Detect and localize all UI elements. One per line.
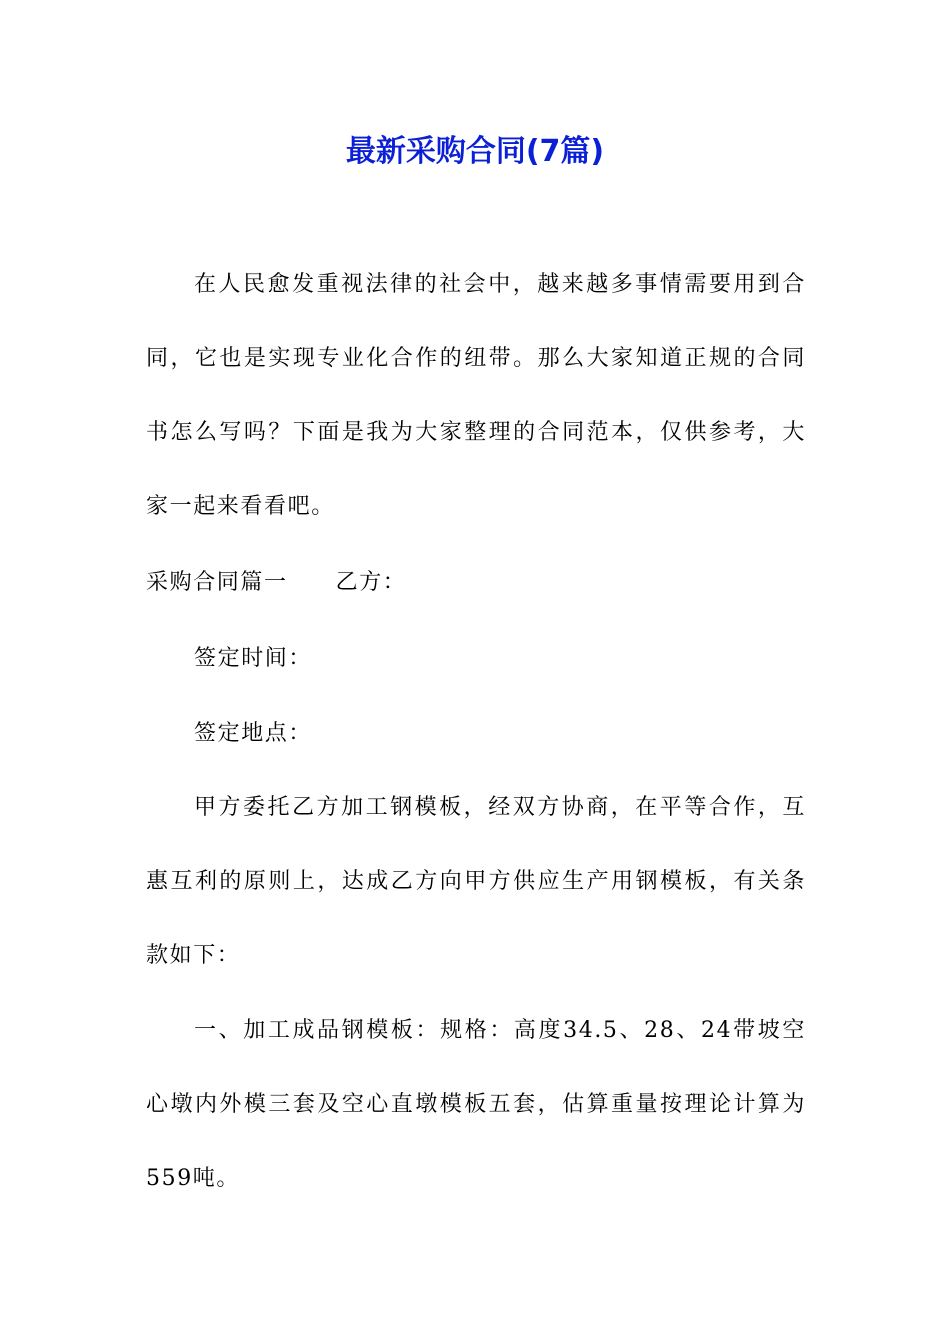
section-heading: 采购合同篇一 xyxy=(146,570,288,595)
clause-intro-paragraph: 甲方委托乙方加工钢模板，经双方协商，在平等合作，互惠互利的原则上，达成乙方向甲方供应生产用钢模板，有关条款如下： xyxy=(146,795,806,968)
document-title: 最新采购合同(7篇) xyxy=(345,134,605,169)
clause-1-paragraph: 一、加工成品钢模板：规格：高度34.5、28、24带坡空心墩内外模三套及空心直墩模板五套，估算重量按理论计算为559吨。 xyxy=(146,1018,806,1191)
intro-paragraph: 在人民愈发重视法律的社会中，越来越多事情需要用到合同，它也是实现专业化合作的纽带。那么大家知道正规的合同书怎么写吗？下面是我为大家整理的合同范本，仅供参考，大家一起来看看吧。 xyxy=(146,272,806,519)
sign-place-label: 签定地点： xyxy=(194,721,313,746)
section-heading-line xyxy=(146,546,806,620)
sign-time-label: 签定时间： xyxy=(194,646,313,671)
party-b-label: 乙方： xyxy=(335,570,407,595)
